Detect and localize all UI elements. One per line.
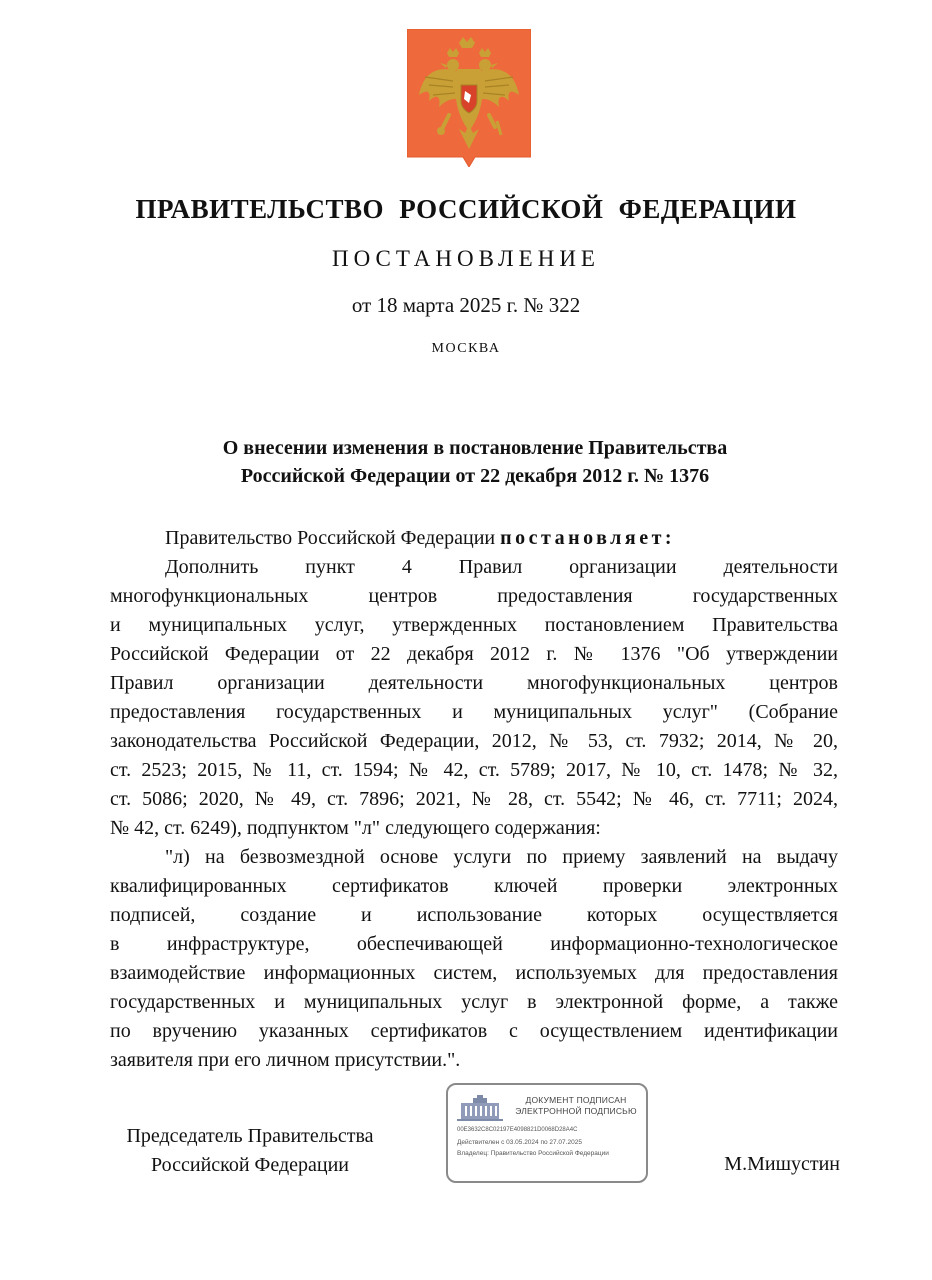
government-building-icon bbox=[457, 1095, 503, 1121]
body-line: в инфраструктуре, обеспечивающей информационно-технологическое bbox=[110, 933, 838, 955]
electronic-signature-stamp bbox=[446, 1083, 648, 1183]
stamp-title-line: ЭЛЕКТРОННОЙ ПОДПИСЬЮ bbox=[515, 1106, 637, 1116]
body-line: подписей, создание и использование которых осуществляется bbox=[110, 904, 838, 926]
stamp-validity: Действителен с 03.05.2024 по 27.07.2025 bbox=[457, 1139, 582, 1146]
document-date-number: от 18 марта 2025 г. № 322 bbox=[351, 293, 581, 317]
body-line: ст. 5086; 2020, № 49, ст. 7896; 2021, № 28, ст. 5542; № 46, ст. 7711; 2024, bbox=[110, 788, 838, 810]
stamp-certificate-number: 00E3632C8C02197E4098821D0068D28A4C bbox=[457, 1127, 578, 1133]
document-subject bbox=[110, 434, 840, 490]
body-line: взаимодействие информационных систем, используемых для предоставления bbox=[110, 962, 838, 984]
body-line: и муниципальных услуг, утвержденных постановлением Правительства bbox=[110, 614, 838, 636]
body-line: многофункциональных центров предоставления государственных bbox=[110, 585, 838, 607]
document-city: МОСКВА bbox=[431, 341, 501, 356]
body-line: "л) на безвозмездной основе услуги по приему заявлений на выдачу bbox=[165, 846, 838, 868]
preamble-resolves: постановляет: bbox=[500, 527, 676, 549]
subject-line: Российской Федерации от 22 декабря 2012 г. № 1376 bbox=[240, 465, 710, 487]
stamp-owner: Владелец: Правительство Российской Федерации bbox=[457, 1150, 609, 1157]
coat-of-arms-emblem bbox=[407, 29, 531, 167]
body-line: предоставления государственных и муниципальных услуг" (Собрание bbox=[110, 701, 838, 723]
document-body bbox=[110, 524, 838, 1075]
government-title: ПРАВИТЕЛЬСТВО РОССИЙСКОЙ ФЕДЕРАЦИИ bbox=[135, 194, 797, 224]
preamble-text: Правительство Российской Федерации bbox=[165, 527, 501, 549]
body-line: квалифицированных сертификатов ключей проверки электронных bbox=[110, 875, 838, 897]
body-line: законодательства Российской Федерации, 2012, № 53, ст. 7932; 2014, № 20, bbox=[110, 730, 838, 752]
double-headed-eagle-icon bbox=[407, 29, 531, 167]
stamp-title bbox=[508, 1095, 644, 1117]
signer-position bbox=[110, 1122, 390, 1180]
stamp-title-line: ДОКУМЕНТ ПОДПИСАН bbox=[525, 1095, 627, 1105]
body-line: Правил организации деятельности многофункциональных центров bbox=[110, 672, 838, 694]
signer-name: М.Мишустин bbox=[724, 1153, 840, 1175]
body-line: ст. 2523; 2015, № 11, ст. 1594; № 42, ст. 5789; 2017, № 10, ст. 1478; № 32, bbox=[110, 759, 838, 781]
body-line: № 42, ст. 6249), подпунктом "л" следующего содержания: bbox=[110, 817, 601, 839]
document-type: ПОСТАНОВЛЕНИЕ bbox=[332, 246, 600, 271]
signer-position-line: Российской Федерации bbox=[150, 1154, 350, 1176]
preamble bbox=[110, 524, 838, 553]
body-line: Российской Федерации от 22 декабря 2012 г. № 1376 "Об утверждении bbox=[110, 643, 838, 665]
body-line: Дополнить пункт 4 Правил организации деятельности bbox=[165, 556, 838, 578]
signer-position-line: Председатель Правительства bbox=[126, 1125, 374, 1147]
subject-line: О внесении изменения в постановление Правительства bbox=[222, 437, 728, 459]
body-line: государственных и муниципальных услуг в электронной форме, а также bbox=[110, 991, 838, 1013]
body-line: заявителя при его личном присутствии.". bbox=[110, 1049, 461, 1071]
body-line: по вручению указанных сертификатов с осуществлением идентификации bbox=[110, 1020, 838, 1042]
